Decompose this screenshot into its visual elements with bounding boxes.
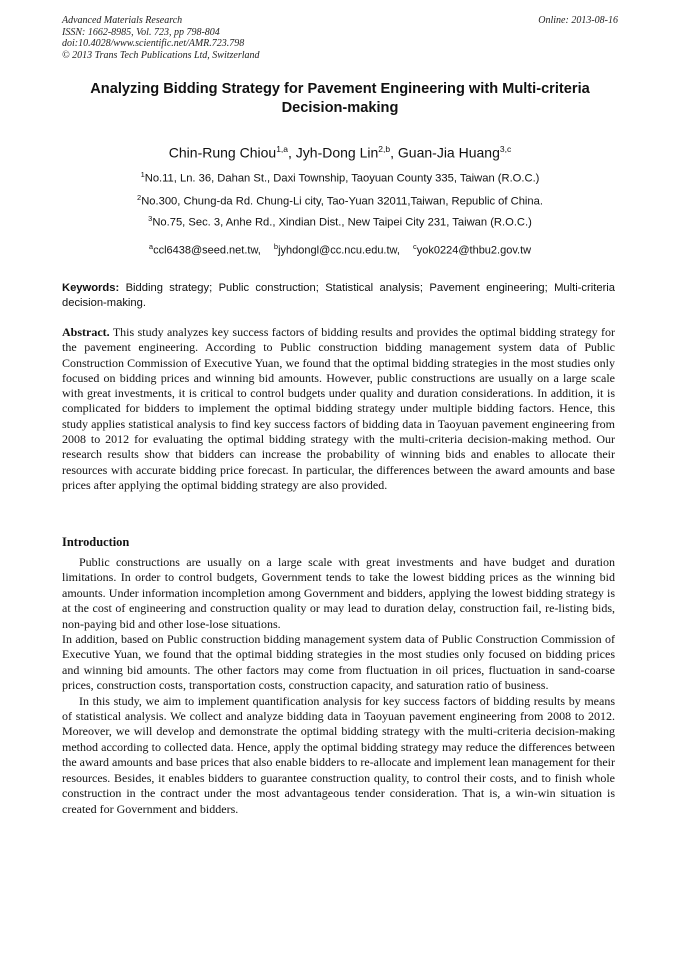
email-link[interactable]: ccl6438@seed.net.tw, bbox=[153, 244, 261, 257]
affiliation: $^1$No.11, Ln. 36, Dahan St., Daxi Township, Taoyuan County 335, Taiwan (R.O.C.) bbox=[140, 170, 540, 185]
journal-name: Advanced Materials Research bbox=[62, 15, 183, 26]
copyright-line: © 2013 Trans Tech Publications Ltd, Switzerland bbox=[62, 49, 260, 61]
author-sup: 1,a bbox=[276, 144, 289, 154]
issn-line: ISSN: 1662-8985, Vol. 723, pp 798-804 bbox=[62, 26, 220, 38]
email-link[interactable]: jyhdongl@cc.ncu.edu.tw, bbox=[278, 244, 400, 257]
author-emails: $^a$ccl6438@seed.net.tw, $^b$jyhdongl@cc.ncu.edu.tw, $^c$yok0224@thbu2.gov.tw bbox=[148, 242, 532, 257]
paper-title: Analyzing Bidding Strategy for Pavement Engineering with Multi-criteria Decision-making bbox=[90, 81, 590, 116]
paragraph: In addition, based on Public construction bidding management system data of Public Construction Commission of Executive Yuan, we found that the optimal bidding strategies in the most studies only focused on bidding prices and winning bid amounts. The other factors may come from fluctuation in oil prices, fluctuation in sand-coarse prices, construction costs, transportation costs, construction capacity, and saturation ratio of business. bbox=[62, 632, 615, 693]
author-list: Chin-Rung Chiou$^{1,a}$, Jyh-Dong Lin$^{2,b}$, Guan-Jia Huang$^{3,c}$ bbox=[168, 144, 512, 161]
keywords bbox=[62, 281, 615, 310]
affiliation: $^3$No.75, Sec. 3, Anhe Rd., Xindian Dist., New Taipei City 231, Taiwan (R.O.C.) bbox=[148, 214, 532, 229]
introduction-body bbox=[62, 555, 615, 817]
author-name: Guan-Jia Huang bbox=[397, 144, 500, 161]
author-name: Chin-Rung Chiou bbox=[168, 144, 277, 161]
paragraph: Public constructions are usually on a large scale with great investments and have budget and duration limitations. In order to control budgets, Government tends to take the lowest bidding prices as the winning bid amounts. Under information incompletion among Government and bidders, applying the lowest bidding strategy is at the cost of engineering and construction quality or may lead to duration delay, construction fail, re-listing bids, non-paying bid and other lose-lose situations. bbox=[62, 555, 615, 631]
author-sup: 3,c bbox=[499, 144, 512, 154]
abstract-label: Abstract. bbox=[62, 325, 110, 339]
online-date: Online: 2013-08-16 bbox=[538, 15, 618, 26]
keywords-label: Keywords: bbox=[62, 282, 120, 294]
author-sup: 2,b bbox=[378, 144, 391, 154]
keywords-text: Bidding strategy; Public construction; Statistical analysis; Pavement engineering; Multi-criteria decision-making. bbox=[62, 282, 616, 309]
paragraph: In this study, we aim to implement quantification analysis for key success factors of bidding results by means of statistical analysis. We collect and analyze bidding data in Taoyuan pavement engineering from 2008 to 2012. Moreover, we will develop and demonstrate the optimal bidding strategy with the multi-criteria decision-making method according to collected data. Hence, apply the optimal bidding strategy may reduce the differences between the award amounts and base prices that also enable bidders to re-allocate and implement lean management for their resources. Besides, it enables bidders to guarantee construction quality, to control their costs, and to finish whole construction in the contract under the most advantageous tender consideration. That is, a win-win situation is created for Government and bidders. bbox=[62, 693, 615, 816]
doi-line: doi:10.4028/www.scientific.net/AMR.723.798 bbox=[62, 38, 245, 49]
abstract-text: This study analyzes key success factors of bidding results and provides the optimal bidding strategy for the pavement engineering. According to Public construction bidding management system data of Public Construction Commission of Executive Yuan, we found that the optimal bidding strategies in the most studies only focused on bidding prices and winning bid amounts. However, public constructions are usually on a large scale with great investments, it is critical to control budgets under quality and duration considerations. In addition, it is complicated for bidders to implement the optimal bidding strategy under multiple bidding factors. Hence, this study applies statistical analysis to find key success factors of bidding data in Taoyuan pavement engineering from 2008 to 2012 for evaluating the optimal bidding strategy with the multi-criteria decision-making method. Our research results show that bidders can increase the probability of winning bids and enables to allocate their resources with accurate bidding price forecast. In particular, the differences between the award amounts and base prices after applying the optimal bidding strategy are also provided. bbox=[62, 325, 615, 492]
journal-header bbox=[62, 15, 618, 61]
section-heading-introduction: Introduction bbox=[62, 535, 130, 549]
abstract bbox=[62, 325, 615, 493]
email-link[interactable]: yok0224@thbu2.gov.tw bbox=[416, 244, 532, 257]
author-name: Jyh-Dong Lin bbox=[295, 144, 379, 161]
affiliation: $^2$No.300, Chung-da Rd. Chung-Li city, Tao-Yuan 32011,Taiwan, Republic of China. bbox=[137, 193, 543, 208]
